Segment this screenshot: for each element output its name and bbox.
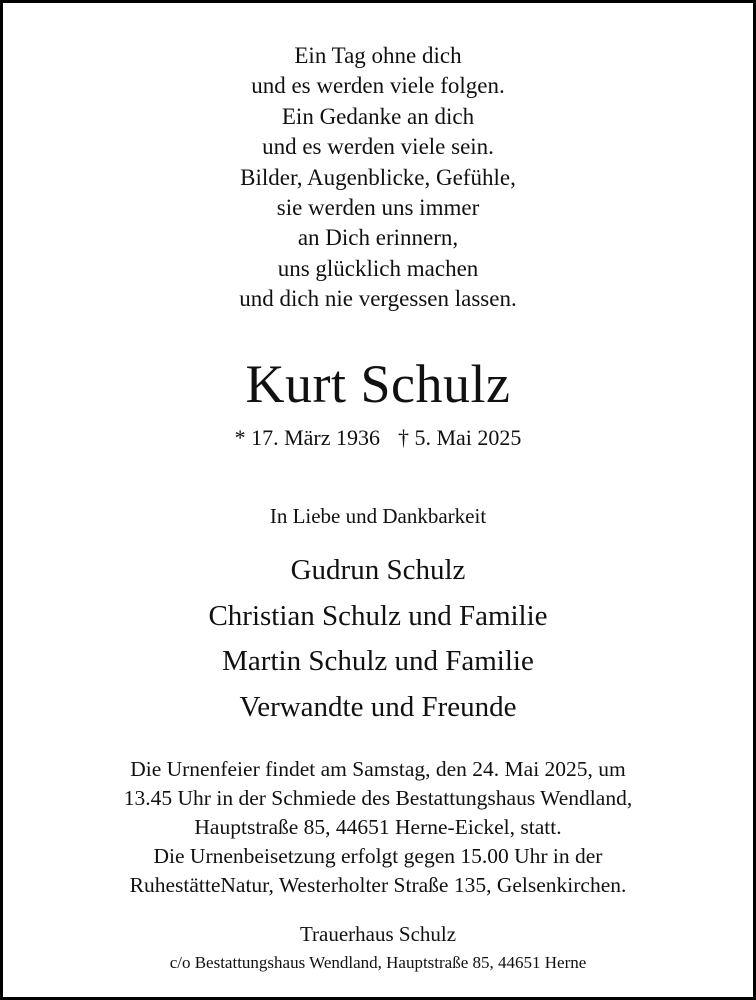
ceremony-line: Hauptstraße 85, 44651 Herne-Eickel, statt. <box>194 815 562 839</box>
mourner-entry: Gudrun Schulz <box>290 554 466 586</box>
mourner-entry: Christian Schulz und Familie <box>208 599 548 632</box>
mourning-house-address: c/o Bestattungshaus Wendland, Hauptstraße 85, 44651 Herne <box>169 953 587 972</box>
ceremony-line: Die Urnenfeier findet am Samstag, den 24. Mai 2025, um <box>130 757 626 781</box>
poem-line: Ein Gedanke an dich <box>281 103 475 129</box>
poem-line: sie werden uns immer <box>276 195 480 221</box>
ceremony-details <box>3 755 753 900</box>
poem-line: und es werden viele sein. <box>262 134 494 160</box>
poem-line: an Dich erinnern, <box>297 225 459 251</box>
deceased-name: Kurt Schulz <box>245 354 511 414</box>
mourning-intro: In Liebe und Dankbarkeit <box>269 504 487 528</box>
poem-line: Ein Tag ohne dich <box>294 43 462 68</box>
mourners-list <box>3 548 753 730</box>
ceremony-line: Die Urnenbeisetzung erfolgt gegen 15.00 Uhr in der <box>153 844 603 868</box>
ceremony-line: 13.45 Uhr in der Schmiede des Bestattungshaus Wendland, <box>123 786 633 810</box>
poem-line: uns glücklich machen <box>277 255 479 281</box>
poem-line: Bilder, Augenblicke, Gefühle, <box>240 164 516 190</box>
poem-line: und es werden viele folgen. <box>251 73 505 99</box>
poem-line: und dich nie vergessen lassen. <box>239 286 517 312</box>
memorial-poem <box>3 41 753 315</box>
mourner-entry: Verwandte und Freunde <box>239 690 517 723</box>
birth-date: * 17. März 1936 <box>234 425 380 450</box>
death-date: † 5. Mai 2025 <box>397 425 522 450</box>
mourning-house-name: Trauerhaus Schulz <box>299 922 457 946</box>
mourner-entry: Martin Schulz und Familie <box>222 645 534 677</box>
ceremony-line: RuhestätteNatur, Westerholter Straße 135, Gelsenkirchen. <box>129 873 627 897</box>
life-dates <box>3 423 753 453</box>
